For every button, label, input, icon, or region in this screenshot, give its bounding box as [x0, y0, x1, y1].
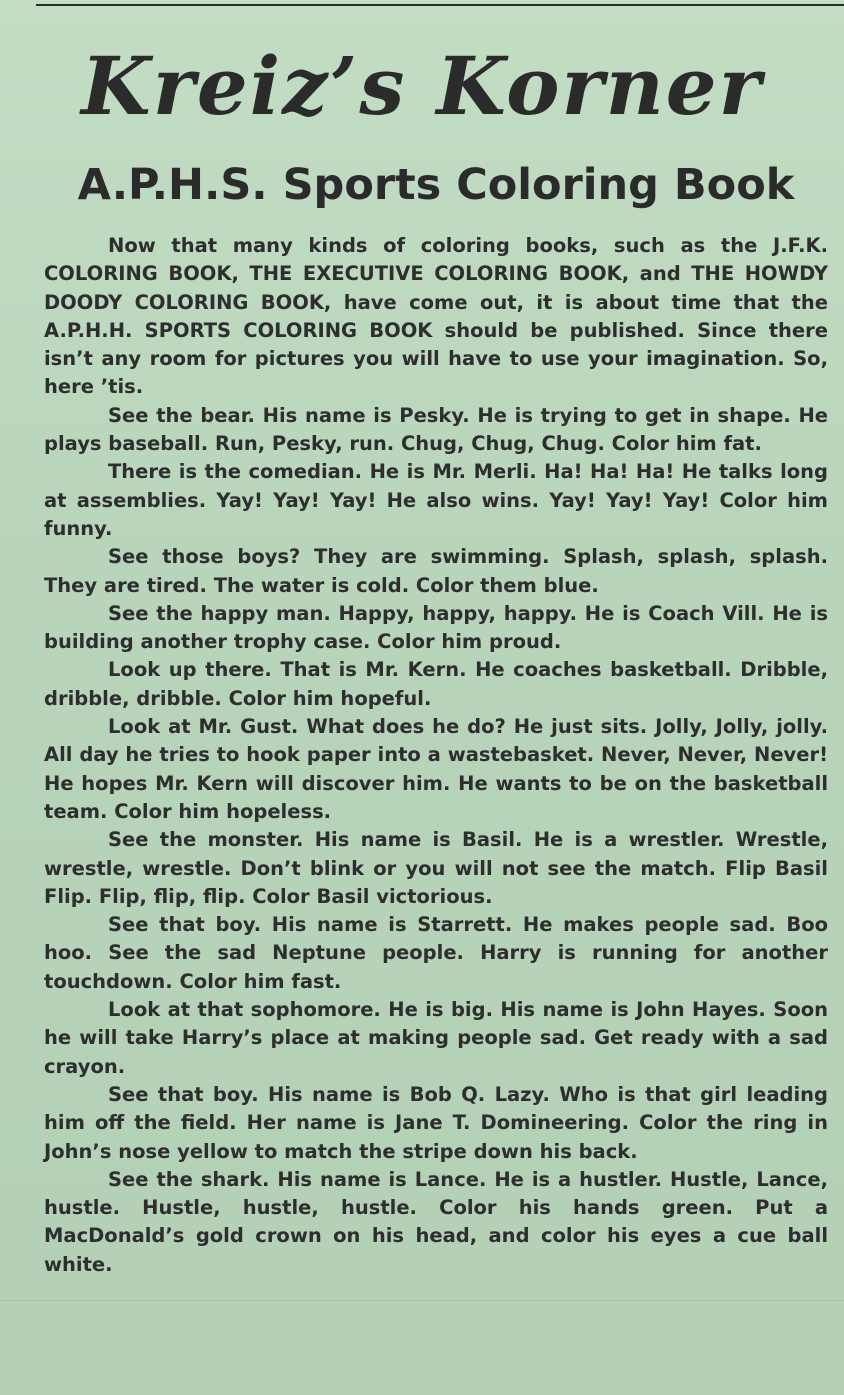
paragraph-coach-vill: See the happy man. Happy, happy, happy. He is Coach Vill. He is building another trophy case. Color him proud.	[44, 601, 828, 654]
paragraph-pesky: See the bear. His name is Pesky. He is trying to get in shape. He plays baseball. Run, Pesky, run. Chug, Chug, Chug. Color him fat.	[44, 403, 828, 456]
paragraph-starrett: See that boy. His name is Starrett. He makes people sad. Boo hoo. See the sad Neptune people. Harry is running for another touchdown. Color him fast.	[44, 913, 828, 993]
article-headline: A.P.H.S. Sports Coloring Book	[77, 160, 795, 210]
top-rule	[36, 4, 844, 6]
article-body	[44, 232, 828, 1279]
paragraph-lazy: See that boy. His name is Bob Q. Lazy. Who is that girl leading him off the field. Her name is Jane T. Domineering. Color the ring in John’s nose yellow to match the stripe down his back.	[44, 1082, 828, 1163]
paragraph-swimmers: See those boys? They are swimming. Splash, splash, splash. They are tired. The water is cold. Color them blue.	[44, 545, 828, 597]
paragraph-basil: See the monster. His name is Basil. He is a wrestler. Wrestle, wrestle, wrestle. Don’t blink or you will not see the match. Flip Basil Flip. Flip, flip, flip. Color Basil victorious.	[44, 828, 828, 908]
paragraph-intro: Now that many kinds of coloring books, such as the J.F.K. COLORING BOOK, THE EXECUTIVE COLORING BOOK, and THE HOWDY DOODY COLORING BOOK, have come out, it is about time that the A.P.H.H. SPORTS COLORING BOOK should be published. Since there isn’t any room for pictures you will have to use your imagination. So, here ’tis.	[44, 234, 828, 399]
paper-fold-line	[0, 1300, 844, 1301]
paragraph-hayes: Look at that sophomore. He is big. His name is John Hayes. Soon he will take Harry’s place at making people sad. Get ready with a sad crayon.	[44, 998, 828, 1078]
column-title: Kreiz’s Korner	[81, 39, 763, 133]
paragraph-lance: See the shark. His name is Lance. He is a hustler. Hustle, Lance, hustle. Hustle, hustle, hustle. Color his hands green. Put a MacDonald’s gold crown on his head, and color his eyes a cue ball white.	[44, 1167, 828, 1276]
paragraph-kern: Look up there. That is Mr. Kern. He coaches basketball. Dribble, dribble, dribble. Color him hopeful.	[44, 658, 828, 710]
paragraph-merli: There is the comedian. He is Mr. Merli. Ha! Ha! Ha! He talks long at assemblies. Yay! Yay! Yay! He also wins. Yay! Yay! Yay! Color him funny.	[44, 460, 828, 540]
paragraph-gust: Look at Mr. Gust. What does he do? He just sits. Jolly, Jolly, jolly. All day he tries to hook paper into a wastebasket. Never, Never, Never! He hopes Mr. Kern will discover him. He wants to be on the basketball team. Color him hopeless.	[44, 715, 828, 823]
